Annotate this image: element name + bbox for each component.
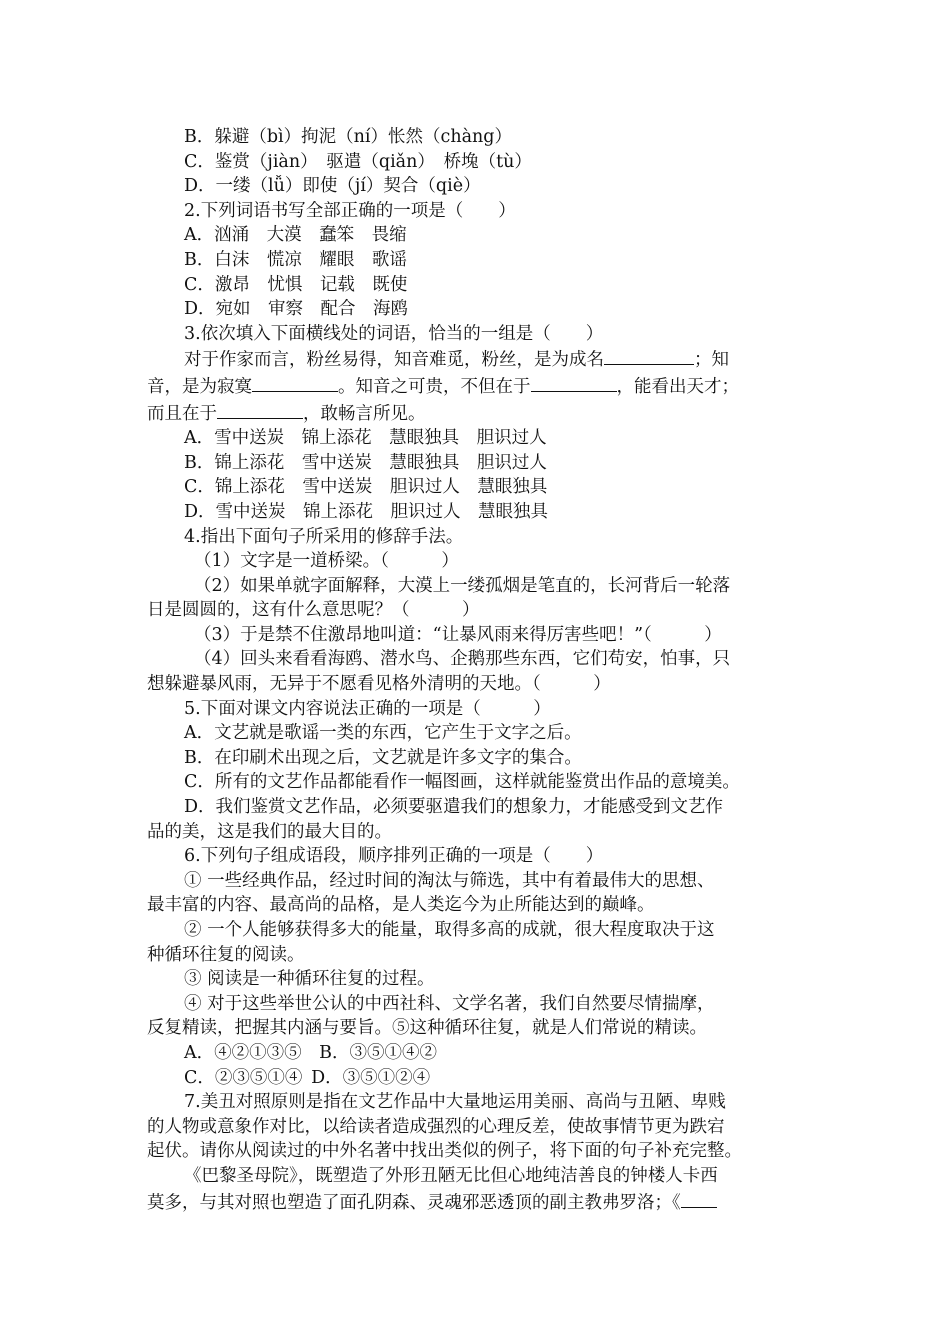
q5-option-a: A．文艺就是歌谣一类的东西，它产生于文字之后。 — [184, 723, 582, 744]
q2-option-b: B．白沫 慌凉 耀眼 歌谣 — [184, 249, 407, 270]
q7-paragraph-1: 7.美丑对照原则是指在文艺作品中大量地运用美丽、高尚与丑陋、卑贱 — [184, 1092, 726, 1113]
q6-stem: 6.下列句子组成语段，顺序排列正确的一项是（ ） — [184, 846, 604, 867]
q3-passage-line-3 — [147, 400, 815, 427]
q3-passage-line-2 — [147, 373, 815, 400]
q5-option-d-cont: 品的美，这是我们的最大目的。 — [147, 821, 392, 842]
q4-sentence-2: （2）如果单就字面解释，大漠上一缕孤烟是笔直的，长河背后一轮落 — [194, 575, 731, 596]
q6-sentence-4-cont: 反复精读，把握其内涵与要旨。⑤这种循环往复，就是人们常说的精读。 — [147, 1018, 707, 1039]
q7-paragraph-1-end: 起伏。请你从阅读过的中外名著中找出类似的例子，将下面的句子补充完整。 — [147, 1141, 742, 1162]
q3-option-b: B．锦上添花 雪中送炭 慧眼独具 胆识过人 — [184, 452, 547, 473]
q6-sentence-3: ③ 阅读是一种循环往复的过程。 — [184, 969, 435, 990]
q7-paragraph-1-cont: 的人物或意象作对比，以给读者造成强烈的心理反差，使故事情节更为跌宕 — [147, 1116, 725, 1137]
q6-sentence-4: ④ 对于这些举世公认的中西社科、文学名著，我们自然要尽情揣摩， — [184, 993, 715, 1014]
q3-blank-3 — [531, 373, 617, 392]
q4-sentence-2-cont: 日是圆圆的，这有什么意思呢？（ ） — [147, 600, 480, 621]
q2-option-c: C．激昂 忧惧 记载 既使 — [184, 274, 408, 295]
q1-option-c: C．鉴赏（jiàn） 驱遣（qiǎn） 桥堍（tù） — [184, 151, 532, 172]
q7-text: 莫多，与其对照也塑造了面孔阴森、灵魂邪恶透顶的副主教弗罗洛；《 — [147, 1192, 681, 1213]
q7-paragraph-2-cont — [147, 1189, 815, 1216]
q7-paragraph-2: 《巴黎圣母院》，既塑造了外形丑陋无比但心地纯洁善良的钟楼人卡西 — [184, 1165, 718, 1186]
q3-stem: 3.依次填入下面横线处的词语，恰当的一组是（ ） — [184, 323, 604, 344]
q3-option-c: C．锦上添花 雪中送炭 胆识过人 慧眼独具 — [184, 477, 548, 498]
q5-option-c: C．所有的文艺作品都能看作一幅图画，这样就能鉴赏出作品的意境美。 — [184, 772, 740, 793]
q4-sentence-3: （3）于是禁不住激昂地叫道：“让暴风雨来得厉害些吧！”（ ） — [194, 624, 722, 645]
q4-sentence-4-cont: 想躲避暴风雨，无异于不愿看见格外清明的天地。（ ） — [147, 674, 611, 695]
q6-sentence-2-cont: 种循环往复的阅读。 — [147, 944, 305, 965]
q4-stem: 4.指出下面句子所采用的修辞手法。 — [184, 526, 464, 547]
q3-passage-line-1 — [147, 346, 815, 373]
q3-blank-4 — [217, 400, 303, 419]
q2-option-a: A．汹涌 大漠 蠢笨 畏缩 — [184, 225, 407, 246]
q6-options-ab: A．④②①③⑤ B．③⑤①④② — [184, 1042, 437, 1063]
q6-sentence-1: ① 一些经典作品，经过时间的淘汰与筛选，其中有着最伟大的思想、 — [184, 870, 715, 891]
q3-blank-2 — [252, 373, 338, 392]
q3-text: 对于作家而言，粉丝易得，知音难觅，粉丝，是为成名 — [184, 350, 604, 371]
q3-option-d: D．雪中送炭 锦上添花 胆识过人 慧眼独具 — [184, 501, 549, 522]
q7-blank — [681, 1189, 717, 1208]
q5-option-d: D．我们鉴赏文艺作品，必须要驱遣我们的想象力，才能感受到文艺作 — [184, 797, 724, 818]
q6-sentence-2: ② 一个人能够获得多大的能量，取得多高的成就，很大程度取决于这 — [184, 920, 715, 940]
q6-sentence-1-cont: 最丰富的内容、最高尚的品格，是人类迄今为止所能达到的巅峰。 — [147, 895, 655, 916]
q3-option-a: A．雪中送炭 锦上添花 慧眼独具 胆识过人 — [184, 428, 547, 449]
q2-stem: 2.下列词语书写全部正确的一项是（ ） — [184, 200, 516, 221]
q5-option-b: B．在印刷术出现之后，文艺就是许多文字的集合。 — [184, 747, 582, 768]
q5-stem: 5.下面对课文内容说法正确的一项是（ ） — [184, 698, 551, 719]
q3-text: ，能看出天才； — [616, 376, 739, 397]
q6-options-cd: C．②③⑤①④ D．③⑤①②④ — [184, 1067, 431, 1088]
q4-sentence-4: （4）回头来看看海鸥、潜水鸟、企鹅那些东西，它们苟安，怕事，只 — [194, 649, 731, 670]
q3-text: ，敢畅言所见。 — [303, 403, 426, 424]
q2-option-d: D．宛如 审察 配合 海鸥 — [184, 299, 409, 320]
q3-text: ；知 — [694, 350, 729, 371]
q3-text: 而且在于 — [147, 403, 217, 424]
q3-blank-1 — [604, 346, 694, 365]
q1-option-d: D．一缕（lǚ）即使（jí）契合（qiè） — [184, 176, 481, 197]
q1-option-b: B．躲避（bì）拘泥（ní）怅然（chàng） — [184, 127, 513, 147]
exam-content — [147, 125, 815, 1215]
q4-sentence-1: （1）文字是一道桥梁。（ ） — [194, 551, 459, 572]
q3-text: 音，是为寂寞 — [147, 376, 252, 397]
q3-text: 。知音之可贵，不但在于 — [338, 376, 531, 397]
